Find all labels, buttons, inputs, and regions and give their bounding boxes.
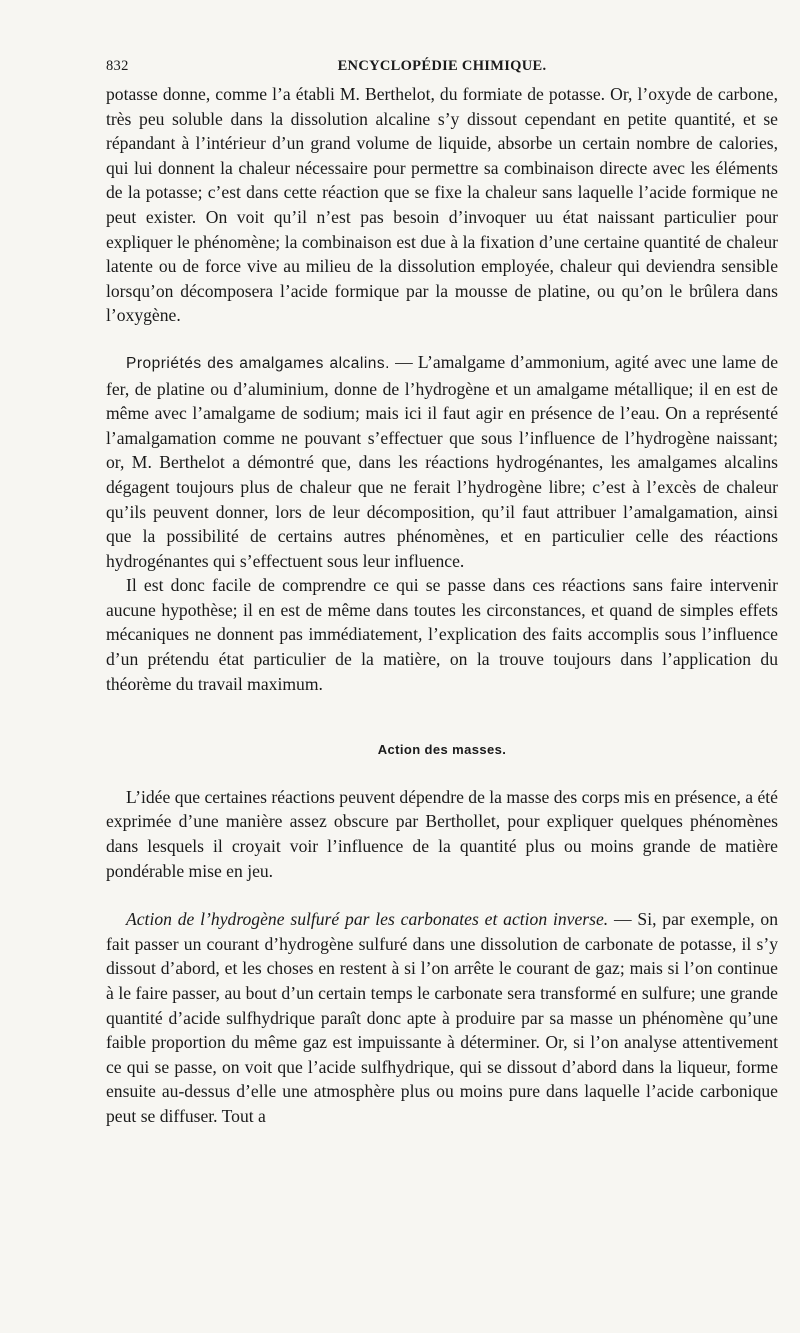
section-title: Action des masses.: [377, 742, 507, 758]
paragraph-body-amalgames: — L’amalgame d’ammonium, agité avec une lame de fer, de platine ou d’aluminium, donne de l’hydrogène et un amalgame métallique; il en est de même avec l’amalgame de sodium; mais ici il faut agir en présence de l’eau. On a représenté l’amalgamation comme ne pouvant s’effectuer que sous l’influence de l’hydrogène naissant; or, M. Berthelot a démontré que, dans les réactions hydrogénantes, les amalgames alcalins dégagent toujours plus de chaleur que ne ferait l’hydrogène libre; c’est à l’excès de chaleur qu’ils peuvent donner, lors de leur décomposition, qu’il faut attribuer l’amalgamation, ainsi que la possibilité de certains autres phénomènes, et en particulier celle des réactions hydrogénantes qui s’effectuent sous leur influence.: [106, 351, 779, 571]
paragraph-body-hydrogene: — Si, par exemple, on fait passer un courant d’hydrogène sulfuré dans une dissolution de carbonate de potasse, il s’y dissout d’abord, et les choses en restent à si l’on arrête le courant de gaz; mais si l’on continue à le faire passer, au bout d’un certain temps le carbonate sera transformé en sulfure; une grande quantité d’acide sulfhydrique paraît donc apte à produire par sa masse un phénomène qu’une faible proportion du même gaz est impuissante à déterminer. Or, si l’on analyse attentivement ce qui se passe, on voit que l’acide sulfhydrique, qui se dissout d’abord dans la liqueur, forme ensuite au-dessus d’elle une atmosphère plus ou moins pure dans laquelle l’acide carbonique peut se diffuser. Tout a: [106, 909, 778, 1126]
paragraph-potasse: potasse donne, comme l’a établi M. Berthelot, du formiate de potasse. Or, l’oxyde de carbone, très peu soluble dans la dissolution alcaline s’y dissout cependant en petite quantité, et se répandant à l’intérieur d’un grand volume de liquide, absorbe un certain nombre de calories, qui lui donnent la chaleur nécessaire pour permettre sa combinaison directe avec les éléments de la potasse; c’est dans cette réaction que se fixe la chaleur sans laquelle l’acide formique ne peut exister. On voit qu’il n’est pas besoin d’invoquer uu état naissant particulier pour expliquer le phénomène; la combinaison est due à la fixation d’une certaine quantité de chaleur latente ou de force vive au milieu de la dissolution employée, chaleur qui deviendra sensible lorsqu’on décomposera l’acide formique par la mousse de platine, ou qu’on le brûlera dans l’oxygène.: [106, 84, 778, 326]
paragraph-masses: L’idée que certaines réactions peuvent dépendre de la masse des corps mis en présence, a été exprimée d’une manière assez obscure par Berthollet, pour expliquer quelques phénomènes dans lesquels il croyait voir l’influence de la quantité plus ou moins grande de matière pondérable mise en jeu.: [106, 786, 778, 881]
book-page: [106, 58, 778, 1129]
page-header: [106, 58, 778, 82]
paragraph-hydrogene-sulfure: [106, 907, 778, 1128]
paragraph-lead-hydrogene: Action de l’hydrogène sulfuré par les carbonates et action inverse.: [126, 909, 609, 930]
paragraph-amalgames: [106, 350, 778, 573]
paragraph-comprendre: Il est donc facile de comprendre ce qui se passe dans ces réactions sans faire intervenir aucune hypothèse; il en est de même dans toutes les circonstances, et quand de simples effets mécaniques ne donnent pas immédiatement, l’explication des faits accomplis sous l’influence d’un prétendu état particulier de la matière, on la trouve toujours dans l’application du théorème du travail maximum.: [106, 575, 778, 694]
paragraph-lead-amalgames: Propriétés des amalgames alcalins.: [126, 354, 390, 372]
page-number: 832: [106, 58, 129, 74]
running-title: ENCYCLOPÉDIE CHIMIQUE.: [337, 58, 547, 74]
